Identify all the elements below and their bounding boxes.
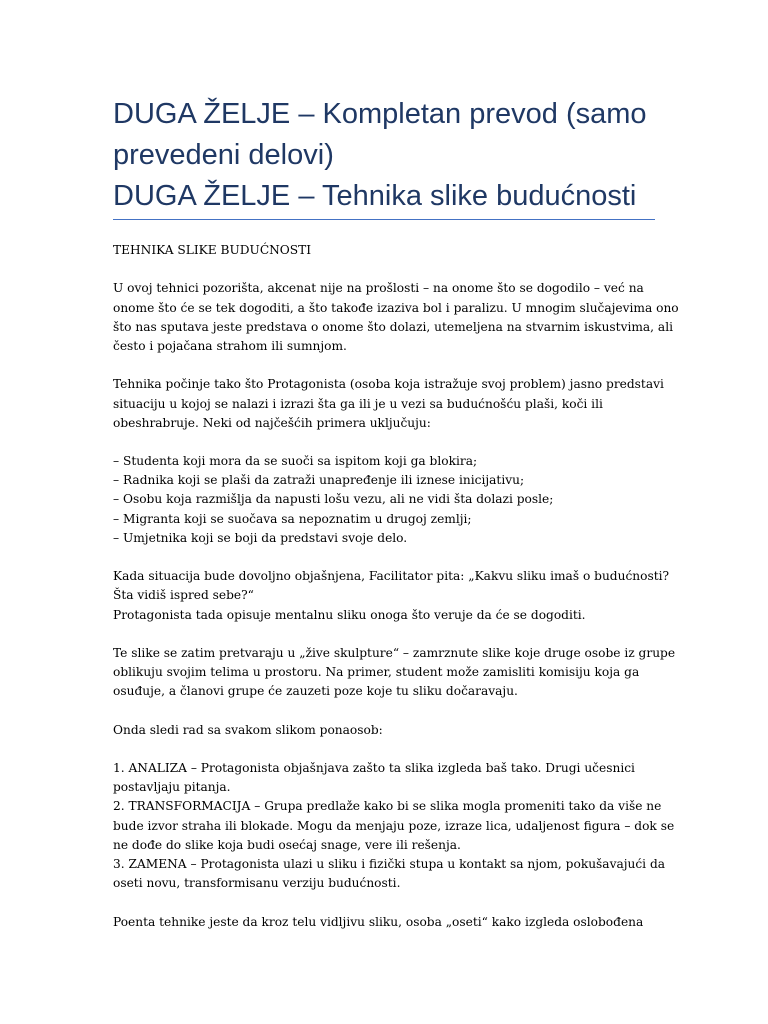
step-line: 3. ZAMENA – Protagonista ulazi u sliku i fizički stupa u kontakt sa njom, pokušavajući da — [113, 857, 666, 871]
text-line: Te slike se zatim pretvaraju u „žive skulpture“ – zamrznute slike koje druge osobe iz grupe — [113, 645, 676, 660]
text-line: Onda sledi rad sa svakom slikom ponaosob: — [113, 722, 383, 737]
steps-list — [113, 759, 675, 893]
title-line: prevedeni delovi) — [113, 139, 334, 171]
paragraph-sculptures — [113, 644, 676, 702]
text-line: često i pojačana strahom ili sumnjom. — [113, 338, 347, 353]
paragraph-facilitator — [113, 567, 670, 625]
title-line: DUGA ŽELJE – Tehnika slike budućnosti — [113, 180, 637, 212]
paragraph-intro — [113, 279, 679, 356]
list-item: – Osobu koja razmišlja da napusti lošu vezu, ali ne vidi šta dolazi posle; — [113, 492, 554, 507]
list-item: – Radnika koji se plaši da zatraži unapređenje ili iznese inicijativu; — [113, 473, 525, 488]
paragraph-technique-start — [113, 375, 664, 433]
title-divider — [113, 219, 655, 220]
document-body — [113, 241, 679, 932]
paragraph-work — [113, 721, 658, 740]
list-item: – Umjetnika koji se boji da predstavi svoje delo. — [113, 530, 408, 545]
text-line: Protagonista tada opisuje mentalnu sliku onoga što veruje da će se dogoditi. — [113, 607, 586, 622]
text-line: situaciju u kojoj se nalazi i izrazi šta ga ili je u vezi sa budućnošću plaši, koči ili — [113, 396, 603, 411]
title-line: DUGA ŽELJE – Kompletan prevod (samo — [113, 98, 647, 130]
text-line: Šta vidiš ispred sebe?“ — [113, 588, 254, 603]
step-line: postavljaju pitanja. — [113, 780, 231, 795]
list-item: – Studenta koji mora da se suoči sa ispitom koji ga blokira; — [113, 454, 478, 469]
list-item: – Migranta koji se suočava sa nepoznatim u drugoj zemlji; — [113, 511, 472, 526]
text-line: što nas sputava jeste predstava o onome što dolazi, utemeljena na stvarnim iskustvima, ali — [113, 319, 673, 334]
step-line: ne dođe do slike koja budi osećaj snage, vere ili rešenja. — [113, 837, 461, 852]
text-line: Poenta tehnike jeste da kroz telu vidljivu sliku, osoba „oseti“ kako izgleda oslobođena — [113, 914, 644, 929]
step-line: oseti novu, transformisanu verziju budućnosti. — [113, 876, 401, 891]
section-heading: TEHNIKA SLIKE BUDUĆNOSTI — [113, 243, 312, 257]
text-line: Kada situacija bude dovoljno objašnjena, Facilitator pita: „Kakvu sliku imaš o budućnosti? — [113, 569, 670, 584]
text-line: U ovoj tehnici pozorišta, akcenat nije na prošlosti – na onome što se dogodilo – već na — [113, 281, 644, 296]
step-line: 1. ANALIZA – Protagonista objašnjava zašto ta slika izgleda baš tako. Drugi učesnici — [113, 761, 635, 776]
step-line: bude izvor straha ili blokade. Mogu da menjaju poze, izraze lica, udaljenost figura – dok se — [113, 818, 675, 833]
text-line: obeshrabruje. Neki od najčešćih primera uključuju: — [113, 415, 431, 430]
document-title — [113, 94, 658, 217]
text-line: osuđuje, a članovi grupe će zauzeti poze koje tu sliku dočaravaju. — [113, 684, 518, 699]
text-line: onome što će se tek dogoditi, a što takođe izaziva bol i paralizu. U mnogim slučajevima ono — [113, 300, 679, 315]
text-line: Tehnika počinje tako što Protagonista (osoba koja istražuje svoj problem) jasno predstavi — [113, 377, 664, 392]
text-line: oblikuju svojim telima u prostoru. Na primer, student može zamisliti komisiju koja ga — [113, 665, 640, 680]
step-line: 2. TRANSFORMACIJA – Grupa predlaže kako bi se slika mogla promeniti tako da više ne — [113, 799, 662, 814]
paragraph-conclusion — [113, 913, 658, 932]
examples-list — [113, 452, 658, 548]
